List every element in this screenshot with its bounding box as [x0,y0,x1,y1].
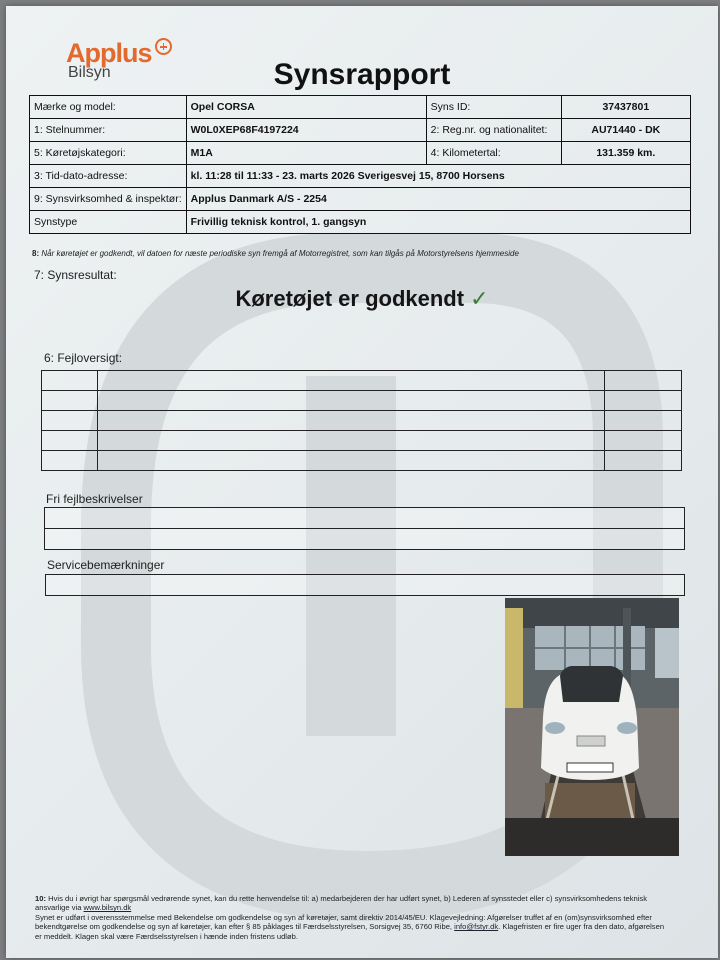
page-title: Synsrapport [273,58,451,91]
stel-value: W0L0XEP68F4197224 [186,119,426,142]
tid-label: 3: Tid-dato-adresse: [30,165,187,188]
table-row [42,391,682,411]
fejl-label: 6: Fejloversigt: [44,351,123,365]
reg-value: AU71440 - DK [561,119,690,142]
table-row [42,411,682,431]
virk-label: 9: Synsvirksomhed & inspektør: [30,188,187,211]
reg-label: 2: Reg.nr. og nationalitet: [426,119,561,142]
fault-table [41,370,682,471]
tid-value: kl. 11:28 til 11:33 - 23. marts 2026 Sverigesvej 15, 8700 Horsens [186,165,690,188]
fstyr-email-link[interactable]: info@fstyr.dk [454,922,499,932]
type-value: Frivillig teknisk kontrol, 1. gangsyn [186,211,690,234]
stel-label: 1: Stelnummer: [30,119,187,142]
vehicle-photo [505,598,679,856]
bilsyn-link[interactable]: www.bilsyn.dk [83,903,132,913]
note-next-inspection: 8: Når køretøjet er godkendt, vil datoen for næste periodiske syn fremgå af Motorregistret, som kan tilgås på Motorstyrelsens hjemmeside [32,249,519,258]
inspection-report-page [6,6,718,958]
vehicle-info-table [29,95,691,234]
footer-legal-text: 10: Hvis du i øvrigt har spørgsmål vedrørende synet, kan du rette henvendelse til: a) medarbejderen der har udført synet, b) Lederen af synsstedet eller c) synsvirksomhedens teknisk ansvarlige via www.bilsyn.dk Synet er udført i overensstemmelse med Bekendelse om godkendelse og syn af køretøjer, samt direktiv 2014/45/EU. Klagevejledning: Afgørelser truffet af en (om)synsvirksomhed efter bekendtgørelse om godkendelse og syn af køretøjer, kan efter § 85 påklages til Færdselsstyrelsen, Sorsigvej 35, 6760 Ribe, info@fstyr.dk. Klagefristen er fire uger fra den dato, afgørelsen er meddelt. Klagen skal være Færdselsstyrelsen i hænde inden fristens udløb. [35,894,665,941]
checkmark-icon: ✓ [470,286,489,311]
result-label: 7: Synsresultat: [34,268,117,282]
table-row [42,451,682,471]
service-label: Servicebemærkninger [47,558,165,572]
virk-value: Applus Danmark A/S - 2254 [186,188,690,211]
service-row [45,574,685,596]
synsid-label: Syns ID: [426,96,561,119]
fri-label: Fri fejlbeskrivelser [46,492,143,506]
fri-row [44,529,685,550]
km-label: 4: Kilometertal: [426,142,561,165]
result-text: Køretøjet er godkendt ✓ [235,286,489,311]
plus-circle-icon [155,38,172,55]
synsid-value: 37437801 [561,96,690,119]
make-value: Opel CORSA [186,96,426,119]
km-value: 131.359 km. [561,142,690,165]
applus-logo: Applus Bilsyn [66,38,172,82]
service-box [45,574,685,596]
table-row [42,371,682,391]
make-label: Mærke og model: [30,96,187,119]
fri-box [44,507,685,550]
type-label: Synstype [30,211,187,234]
kat-value: M1A [186,142,426,165]
fri-row [44,507,685,529]
table-row [42,431,682,451]
kat-label: 5: Køretøjskategori: [30,142,187,165]
